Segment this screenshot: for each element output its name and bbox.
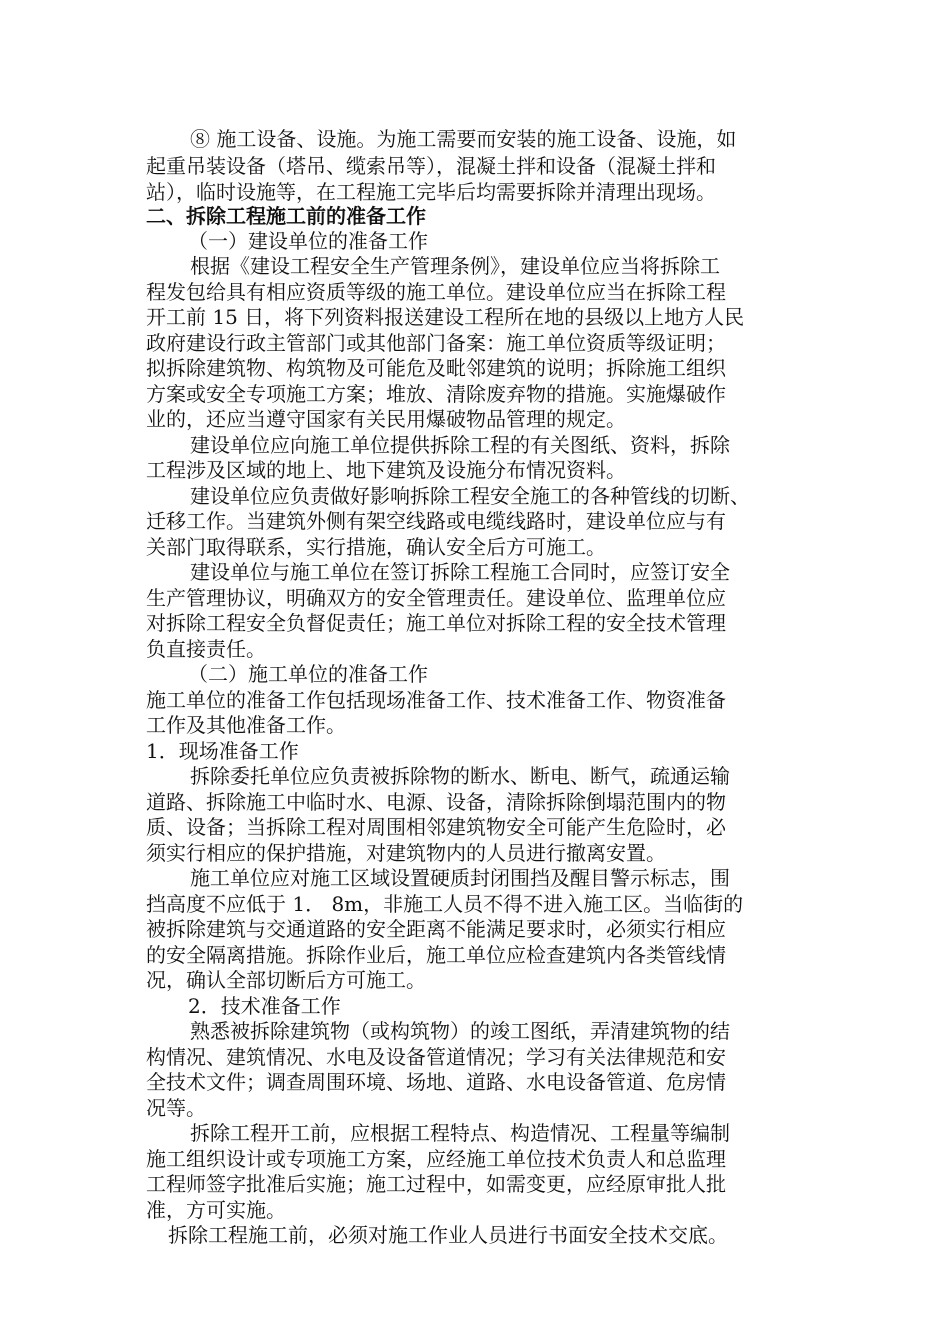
text-line: 起重吊装设备（塔吊、缆索吊等），混凝土拌和设备（混凝土拌和 [146, 154, 716, 178]
text-line: 负直接责任。 [146, 637, 266, 661]
text-line: 被拆除建筑与交通道路的安全距离不能满足要求时，必须实行相应 [146, 917, 726, 941]
text-line: 施工单位的准备工作包括现场准备工作、技术准备工作、物资准备 [146, 688, 726, 712]
text-line: 拆除工程开工前，应根据工程特点、构造情况、工程量等编制 [190, 1121, 730, 1145]
text-line: 对拆除工程安全负督促责任；施工单位对拆除工程的安全技术管理 [146, 611, 726, 635]
text-line: 况等。 [146, 1096, 206, 1120]
text-line: 生产管理协议，明确双方的安全管理责任。建设单位、监理单位应 [146, 586, 726, 610]
section-heading: 二、拆除工程施工前的准备工作 [146, 204, 426, 228]
text-line: 方案或安全专项施工方案；堆放、清除废弃物的措施。实施爆破作 [146, 382, 726, 406]
text-line: 须实行相应的保护措施，对建筑物内的人员进行撤离安置。 [146, 841, 666, 865]
text-line: 准，方可实施。 [146, 1198, 286, 1222]
text-line: 拆除工程施工前，必须对施工作业人员进行书面安全技术交底。 [168, 1223, 728, 1247]
text-line: ⑧ 施工设备、设施。为施工需要而安装的施工设备、设施，如 [190, 127, 737, 151]
text-line: 道路、拆除施工中临时水、电源、设备，清除拆除倒塌范围内的物 [146, 790, 726, 814]
text-line: 建设单位与施工单位在签订拆除工程施工合同时，应签订安全 [190, 560, 730, 584]
subsection-heading: 1．现场准备工作 [146, 739, 299, 763]
text-line: 迁移工作。当建筑外侧有架空线路或电缆线路时，建设单位应与有 [146, 509, 726, 533]
text-line: 业的，还应当遵守国家有关民用爆破物品管理的规定。 [146, 407, 626, 431]
text-line: 构情况、建筑情况、水电及设备管道情况；学习有关法律规范和安 [146, 1045, 726, 1069]
subsection-heading: （一）建设单位的准备工作 [188, 229, 428, 253]
text-line: 工作及其他准备工作。 [146, 713, 346, 737]
text-line: 质、设备；当拆除工程对周围相邻建筑物安全可能产生危险时，必 [146, 815, 726, 839]
text-line: 政府建设行政主管部门或其他部门备案：施工单位资质等级证明； [146, 331, 726, 355]
text-line: 全技术文件；调查周围环境、场地、道路、水电设备管道、危房情 [146, 1070, 726, 1094]
text-line: 工程师签字批准后实施；施工过程中，如需变更，应经原审批人批 [146, 1172, 726, 1196]
text-line: 工程涉及区域的地上、地下建筑及设施分布情况资料。 [146, 458, 626, 482]
text-line: 站），临时设施等，在工程施工完毕后均需要拆除并清理出现场。 [146, 180, 716, 204]
text-line: 施工单位应对施工区域设置硬质封闭围挡及醒目警示标志，围 [190, 866, 730, 890]
text-line: 的安全隔离措施。拆除作业后，施工单位应检查建筑内各类管线情 [146, 943, 726, 967]
text-line: 熟悉被拆除建筑物（或构筑物）的竣工图纸，弄清建筑物的结 [190, 1019, 730, 1043]
subsection-heading: 2．技术准备工作 [188, 994, 341, 1018]
text-line: 关部门取得联系，实行措施，确认安全后方可施工。 [146, 535, 606, 559]
subsection-heading: （二）施工单位的准备工作 [188, 662, 428, 686]
text-line: 建设单位应向施工单位提供拆除工程的有关图纸、资料，拆除 [190, 433, 730, 457]
text-line: 况，确认全部切断后方可施工。 [146, 968, 426, 992]
text-line: 拆除委托单位应负责被拆除物的断水、断电、断气，疏通运输 [190, 764, 730, 788]
text-line: 建设单位应负责做好影响拆除工程安全施工的各种管线的切断、 [190, 484, 750, 508]
text-line: 程发包给具有相应资质等级的施工单位。建设单位应当在拆除工程 [146, 280, 726, 304]
text-line: 挡高度不应低于 1． 8m，非施工人员不得不进入施工区。当临街的 [146, 892, 744, 916]
text-line: 开工前 15 日，将下列资料报送建设工程所在地的县级以上地方人民 [146, 305, 745, 329]
text-line: 施工组织设计或专项施工方案，应经施工单位技术负责人和总监理 [146, 1147, 726, 1171]
text-line: 根据《建设工程安全生产管理条例》，建设单位应当将拆除工 [190, 254, 720, 278]
text-line: 拟拆除建筑物、构筑物及可能危及毗邻建筑的说明；拆除施工组织 [146, 356, 726, 380]
